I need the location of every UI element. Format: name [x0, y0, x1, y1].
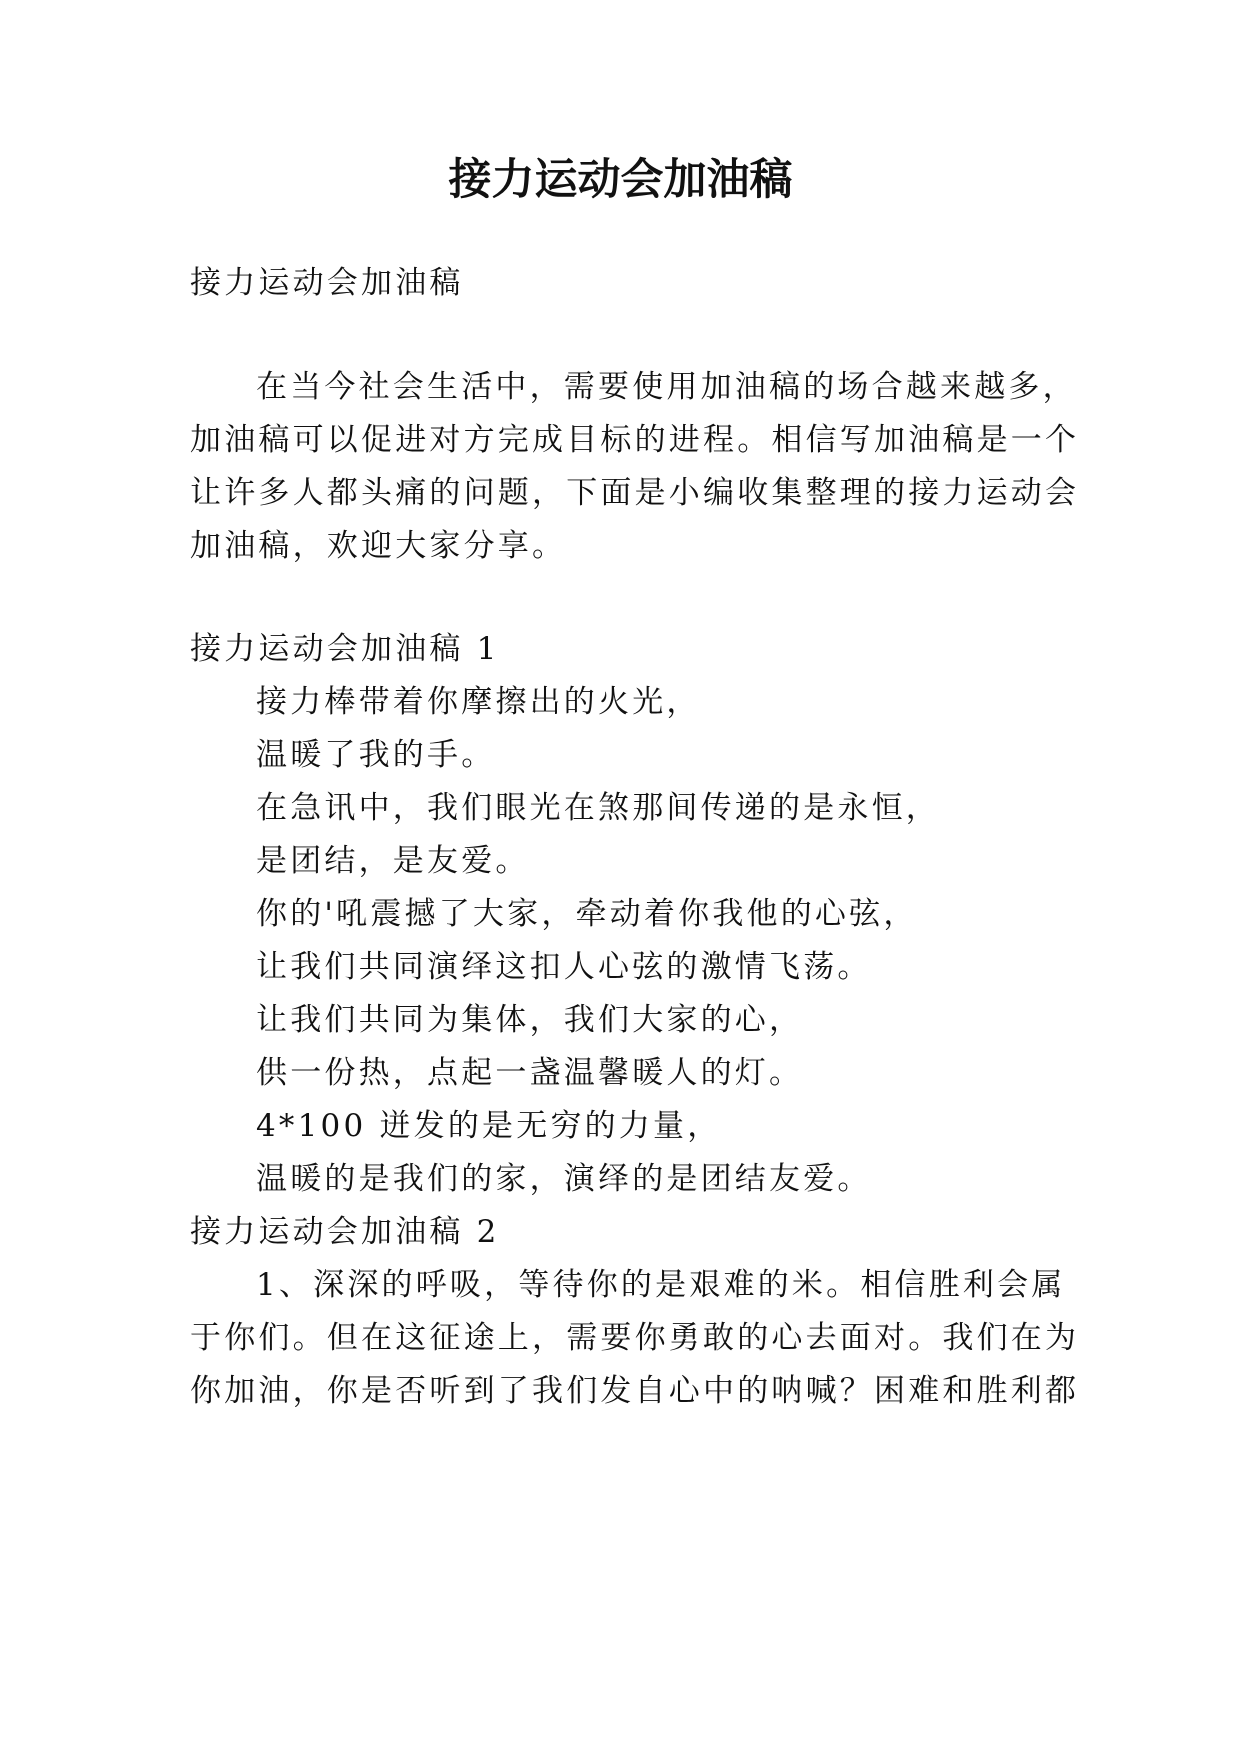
intro-line: 加油稿可以促进对方完成目标的进程。相信写加油稿是一个: [190, 422, 1080, 458]
intro-line: 加油稿，欢迎大家分享。: [190, 528, 567, 564]
poem-line: 你的'吼震撼了大家，牵动着你我他的心弦，: [256, 896, 918, 932]
poem-line: 让我们共同演绎这扣人心弦的激情飞荡。: [256, 949, 872, 985]
section-heading-2: 接力运动会加油稿 2: [190, 1214, 500, 1250]
body-line: 1、深深的呼吸，等待你的是艰难的米。相信胜利会属: [256, 1267, 1066, 1303]
poem-line: 温暖了我的手。: [256, 737, 496, 773]
poem-line: 供一份热，点起一盏温馨暖人的灯。: [256, 1055, 804, 1091]
poem-line: 是团结，是友爱。: [256, 843, 530, 879]
poem-line: 接力棒带着你摩擦出的火光，: [256, 684, 701, 720]
body-line: 于你们。但在这征途上，需要你勇敢的心去面对。我们在为: [190, 1320, 1080, 1356]
poem-line: 在急讯中，我们眼光在煞那间传递的是永恒，: [256, 790, 940, 826]
poem-line: 温暖的是我们的家，演绎的是团结友爱。: [256, 1161, 872, 1197]
poem-line: 4*100 迸发的是无穷的力量，: [256, 1108, 722, 1144]
document-subtitle: 接力运动会加油稿: [190, 265, 464, 301]
section-heading-1: 接力运动会加油稿 1: [190, 631, 500, 667]
intro-line: 在当今社会生活中，需要使用加油稿的场合越来越多，: [256, 369, 1077, 405]
document-title: 接力运动会加油稿: [448, 155, 793, 205]
intro-line: 让许多人都头痛的问题，下面是小编收集整理的接力运动会: [190, 475, 1080, 511]
poem-line: 让我们共同为集体，我们大家的心，: [256, 1002, 804, 1038]
body-line: 你加油，你是否听到了我们发自心中的呐喊？困难和胜利都: [190, 1373, 1080, 1409]
